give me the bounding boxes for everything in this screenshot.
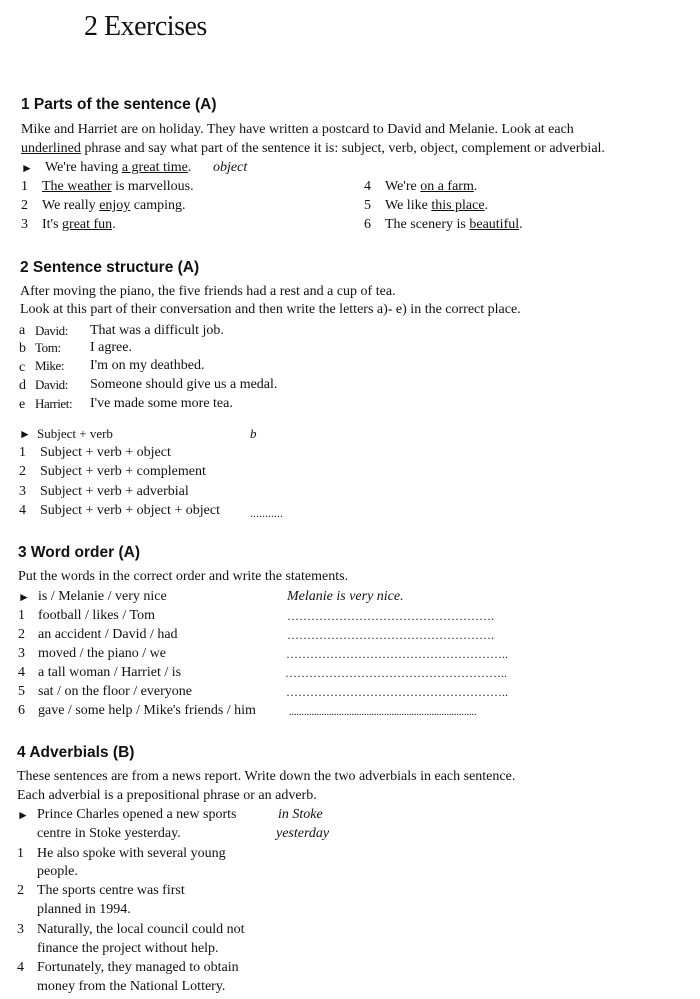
s3-item-3-answer-blank[interactable]: ……………………………………………….. (286, 647, 508, 661)
s4-example-answer-1: in Stoke (278, 807, 323, 822)
dialogue-speaker-e: Harriet: (35, 396, 73, 411)
s2-example-structure: Subject + verb (37, 426, 113, 441)
s1-item-4-number: 4 (364, 179, 371, 194)
s3-item-2-words: an accident / David / had (38, 627, 178, 642)
s1-item-2-underlined: enjoy (99, 198, 131, 213)
s2-item-1-structure: Subject + verb + object (40, 445, 171, 460)
s3-item-5-number: 5 (18, 684, 25, 699)
s1-item-2-post: camping. (130, 198, 186, 213)
s1-example-pre: We're having (45, 160, 122, 175)
s3-item-1-number: 1 (18, 608, 25, 623)
s3-item-4-words: a tall woman / Harriet / is (38, 665, 182, 680)
s4-item-1-line-2: people. (37, 864, 78, 879)
s1-item-1-number: 1 (21, 179, 28, 194)
s4-example-line-2: centre in Stoke yesterday. (37, 826, 181, 841)
s2-item-2-number: 2 (19, 464, 26, 479)
s1-item-4-pre: We're (385, 179, 421, 194)
s3-example-words: is / Melanie / very nice (38, 589, 167, 604)
s1-item-2-pre: We really (42, 198, 100, 213)
s4-instruction-line-1: These sentences are from a news report. Write down the two adverbials in each sentence. (17, 769, 516, 784)
s4-item-1-line-1: He also spoke with several young (37, 846, 226, 861)
s1-item-5 (385, 197, 488, 215)
s1-item-3 (42, 216, 116, 234)
s1-item-6-pre: The scenery is (385, 217, 470, 232)
s2-item-1-number: 1 (19, 445, 26, 460)
s1-example-underlined: a great time (121, 160, 188, 175)
dialogue-speaker-a: David: (35, 323, 68, 338)
s3-item-2-answer-blank[interactable]: ……………………………………………. (287, 628, 494, 642)
s3-item-4-number: 4 (18, 665, 25, 680)
s3-example-answer: Melanie is very nice. (287, 589, 404, 604)
s4-item-1-number: 1 (17, 846, 24, 861)
s4-item-3-line-1: Naturally, the local council could not (37, 922, 245, 937)
s1-item-3-number: 3 (21, 217, 28, 232)
s3-item-1-answer-blank[interactable]: ……………………………………………. (287, 609, 494, 623)
s1-instr-underlined-word: underlined (21, 141, 81, 156)
dialogue-letter-d: d (19, 378, 26, 393)
example-arrow-icon: ► (18, 590, 30, 604)
example-arrow-icon: ► (19, 427, 31, 441)
s2-instruction-line-1: After moving the piano, the five friends had a rest and a cup of tea. (20, 284, 396, 299)
s1-item-6-underlined: beautiful (469, 217, 520, 232)
s2-instruction-line-2: Look at this part of their conversation and then write the letters a)- e) in the correct place. (20, 302, 521, 317)
s3-item-3-number: 3 (18, 646, 25, 661)
s3-item-4-answer-blank[interactable]: ……………………………………………….. (285, 666, 507, 680)
s1-item-2 (42, 197, 186, 215)
s1-example-post: . (187, 160, 192, 175)
s1-item-6-number: 6 (364, 217, 371, 232)
s2-item-2-structure: Subject + verb + complement (40, 464, 206, 479)
s3-example-arrow (18, 588, 30, 607)
s2-item-3-structure: Subject + verb + adverbial (40, 484, 189, 499)
s1-item-6 (385, 216, 523, 234)
s1-item-4 (385, 178, 477, 196)
s4-item-2-number: 2 (17, 883, 24, 898)
s1-item-1 (42, 178, 194, 196)
s4-example-line-1: Prince Charles opened a new sports (37, 807, 237, 822)
s3-item-2-number: 2 (18, 627, 25, 642)
s1-item-3-pre: It's (42, 217, 63, 232)
section-4-heading: 4 Adverbials (B) (17, 744, 135, 761)
s3-item-6-words: gave / some help / Mike's friends / him (38, 703, 256, 718)
s1-item-1-underlined: The weather (42, 179, 112, 194)
dialogue-line-c: I'm on my deathbed. (90, 358, 205, 373)
dialogue-letter-c: c (19, 360, 26, 375)
s1-instr-rest: phrase and say what part of the sentence it is: subject, verb, object, complement or adverbial. (80, 141, 605, 156)
dialogue-letter-e: e (19, 397, 26, 412)
s3-item-5-answer-blank[interactable]: ……………………………………………….. (286, 685, 508, 699)
s4-example-answer-2: yesterday (276, 826, 330, 841)
s3-instruction: Put the words in the correct order and write the statements. (18, 569, 349, 584)
s2-item-4-answer-blank[interactable]: ........... (250, 506, 283, 520)
s3-item-6-answer-blank[interactable]: ........................................................................... (289, 707, 477, 718)
example-arrow-icon: ► (17, 808, 29, 822)
dialogue-line-a: That was a difficult job. (90, 323, 224, 338)
s1-item-3-underlined: great fun (62, 217, 113, 232)
s1-item-5-post: . (484, 198, 489, 213)
s4-item-3-number: 3 (17, 922, 24, 937)
s1-item-4-underlined: on a farm (420, 179, 474, 194)
s4-item-4-line-1: Fortunately, they managed to obtain (37, 960, 239, 975)
s2-item-4-structure: Subject + verb + object + object (40, 503, 220, 518)
dialogue-speaker-c: Mike: (35, 358, 65, 373)
s1-item-5-pre: We like (385, 198, 432, 213)
s1-example-row (21, 159, 33, 178)
dialogue-line-b: I agree. (90, 340, 132, 355)
s1-item-4-post: . (473, 179, 478, 194)
s3-item-6-number: 6 (18, 703, 25, 718)
s2-item-4-number: 4 (19, 503, 26, 518)
section-2-heading: 2 Sentence structure (A) (20, 259, 200, 276)
dialogue-speaker-b: Tom: (35, 340, 61, 355)
section-1-heading: 1 Parts of the sentence (A) (21, 96, 217, 113)
s1-instruction-line-1: Mike and Harriet are on holiday. They have written a postcard to David and Melanie. Look at each (21, 122, 574, 137)
s1-item-5-number: 5 (364, 198, 371, 213)
s2-example-arrow (19, 425, 31, 444)
s3-item-1-words: football / likes / Tom (38, 608, 155, 623)
s4-item-2-line-1: The sports centre was first (37, 883, 185, 898)
s1-example-answer: object (213, 160, 248, 175)
dialogue-line-e: I've made some more tea. (90, 396, 233, 411)
dialogue-line-d: Someone should give us a medal. (90, 377, 278, 392)
dialogue-speaker-d: David: (35, 377, 68, 392)
s1-item-1-post: is marvellous. (111, 179, 194, 194)
s1-instruction-line-2 (21, 140, 605, 158)
dialogue-letter-a: a (19, 323, 26, 338)
s4-item-2-line-2: planned in 1994. (37, 902, 131, 917)
s4-item-4-number: 4 (17, 960, 24, 975)
s4-instruction-line-2: Each adverbial is a prepositional phrase or an adverb. (17, 788, 317, 803)
s1-item-3-post: . (112, 217, 116, 232)
s1-item-5-underlined: this place (431, 198, 485, 213)
s3-item-3-words: moved / the piano / we (38, 646, 166, 661)
section-3-heading: 3 Word order (A) (18, 544, 140, 561)
s1-item-6-post: . (519, 217, 523, 232)
dialogue-letter-b: b (19, 341, 26, 356)
example-arrow-icon: ► (21, 161, 33, 175)
s1-item-2-number: 2 (21, 198, 28, 213)
s4-item-4-line-2: money from the National Lottery. (37, 979, 226, 994)
s2-item-3-number: 3 (19, 484, 26, 499)
chapter-title: 2 Exercises (84, 11, 207, 42)
s3-item-5-words: sat / on the floor / everyone (38, 684, 192, 699)
s4-example-arrow (17, 806, 29, 825)
s4-item-3-line-2: finance the project without help. (37, 941, 219, 956)
s1-example-sentence (45, 159, 191, 177)
s2-example-answer: b (250, 426, 257, 441)
